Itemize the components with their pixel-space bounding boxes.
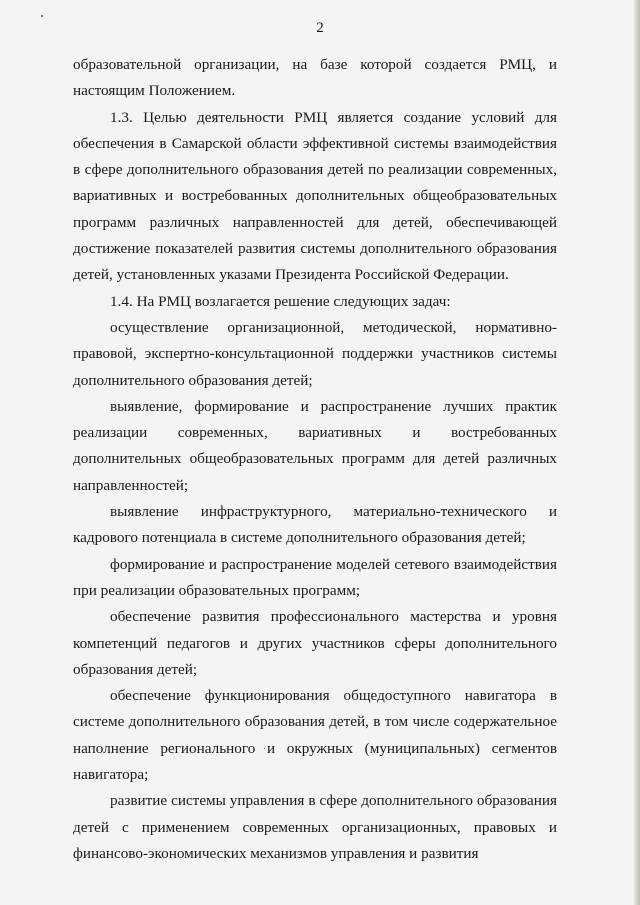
paragraph: 1.4. На РМЦ возлагается решение следующих задач: [110,292,451,310]
paragraph: осуществление организационной, методической, нормативно-правовой, экспертно-консультационной поддержки участников системы дополнительного образования детей; [73,318,557,389]
paragraph: развитие системы управления в сфере дополнительного образования детей с применением современных организационных, правовых и финансово-экономических механизмов управления и развития [73,792,557,862]
scan-edge-shadow [634,0,640,905]
scan-speck [41,15,43,17]
paragraph: обеспечение развития профессионального мастерства и уровня компетенций педагогов и других участников сферы дополнительного образования детей; [73,608,557,678]
body-text [73,52,557,867]
paragraph: 1.3. Целью деятельности РМЦ является создание условий для обеспечения в Самарской области эффективной системы взаимодействия в сфере дополнительного образования детей по реализации современных, вариативных и востребованных дополнительных общеобразовательных программ различных направленностей для детей, обеспечивающей достижение показателей развития системы дополнительного образования детей, установленных указами Президента Российской Федерации. [73,108,557,284]
paragraph: образовательной организации, на базе которой создается РМЦ, и настоящим Положением. [73,56,557,100]
paragraph: выявление, формирование и распространение лучших практик реализации современных, вариативных и востребованных дополнительных общеобразовательных программ для детей различных направленностей; [73,397,557,494]
page-number: 2 [316,20,324,36]
paragraph: выявление инфраструктурного, материально-технического и кадрового потенциала в системе дополнительного образования детей; [73,503,557,547]
paragraph: обеспечение функционирования общедоступного навигатора в системе дополнительного образования детей, в том числе содержательное наполнение регионального и окружных (муниципальных) сегментов навигатора; [73,687,557,784]
paragraph: формирование и распространение моделей сетевого взаимодействия при реализации образовательных программ; [73,555,557,599]
